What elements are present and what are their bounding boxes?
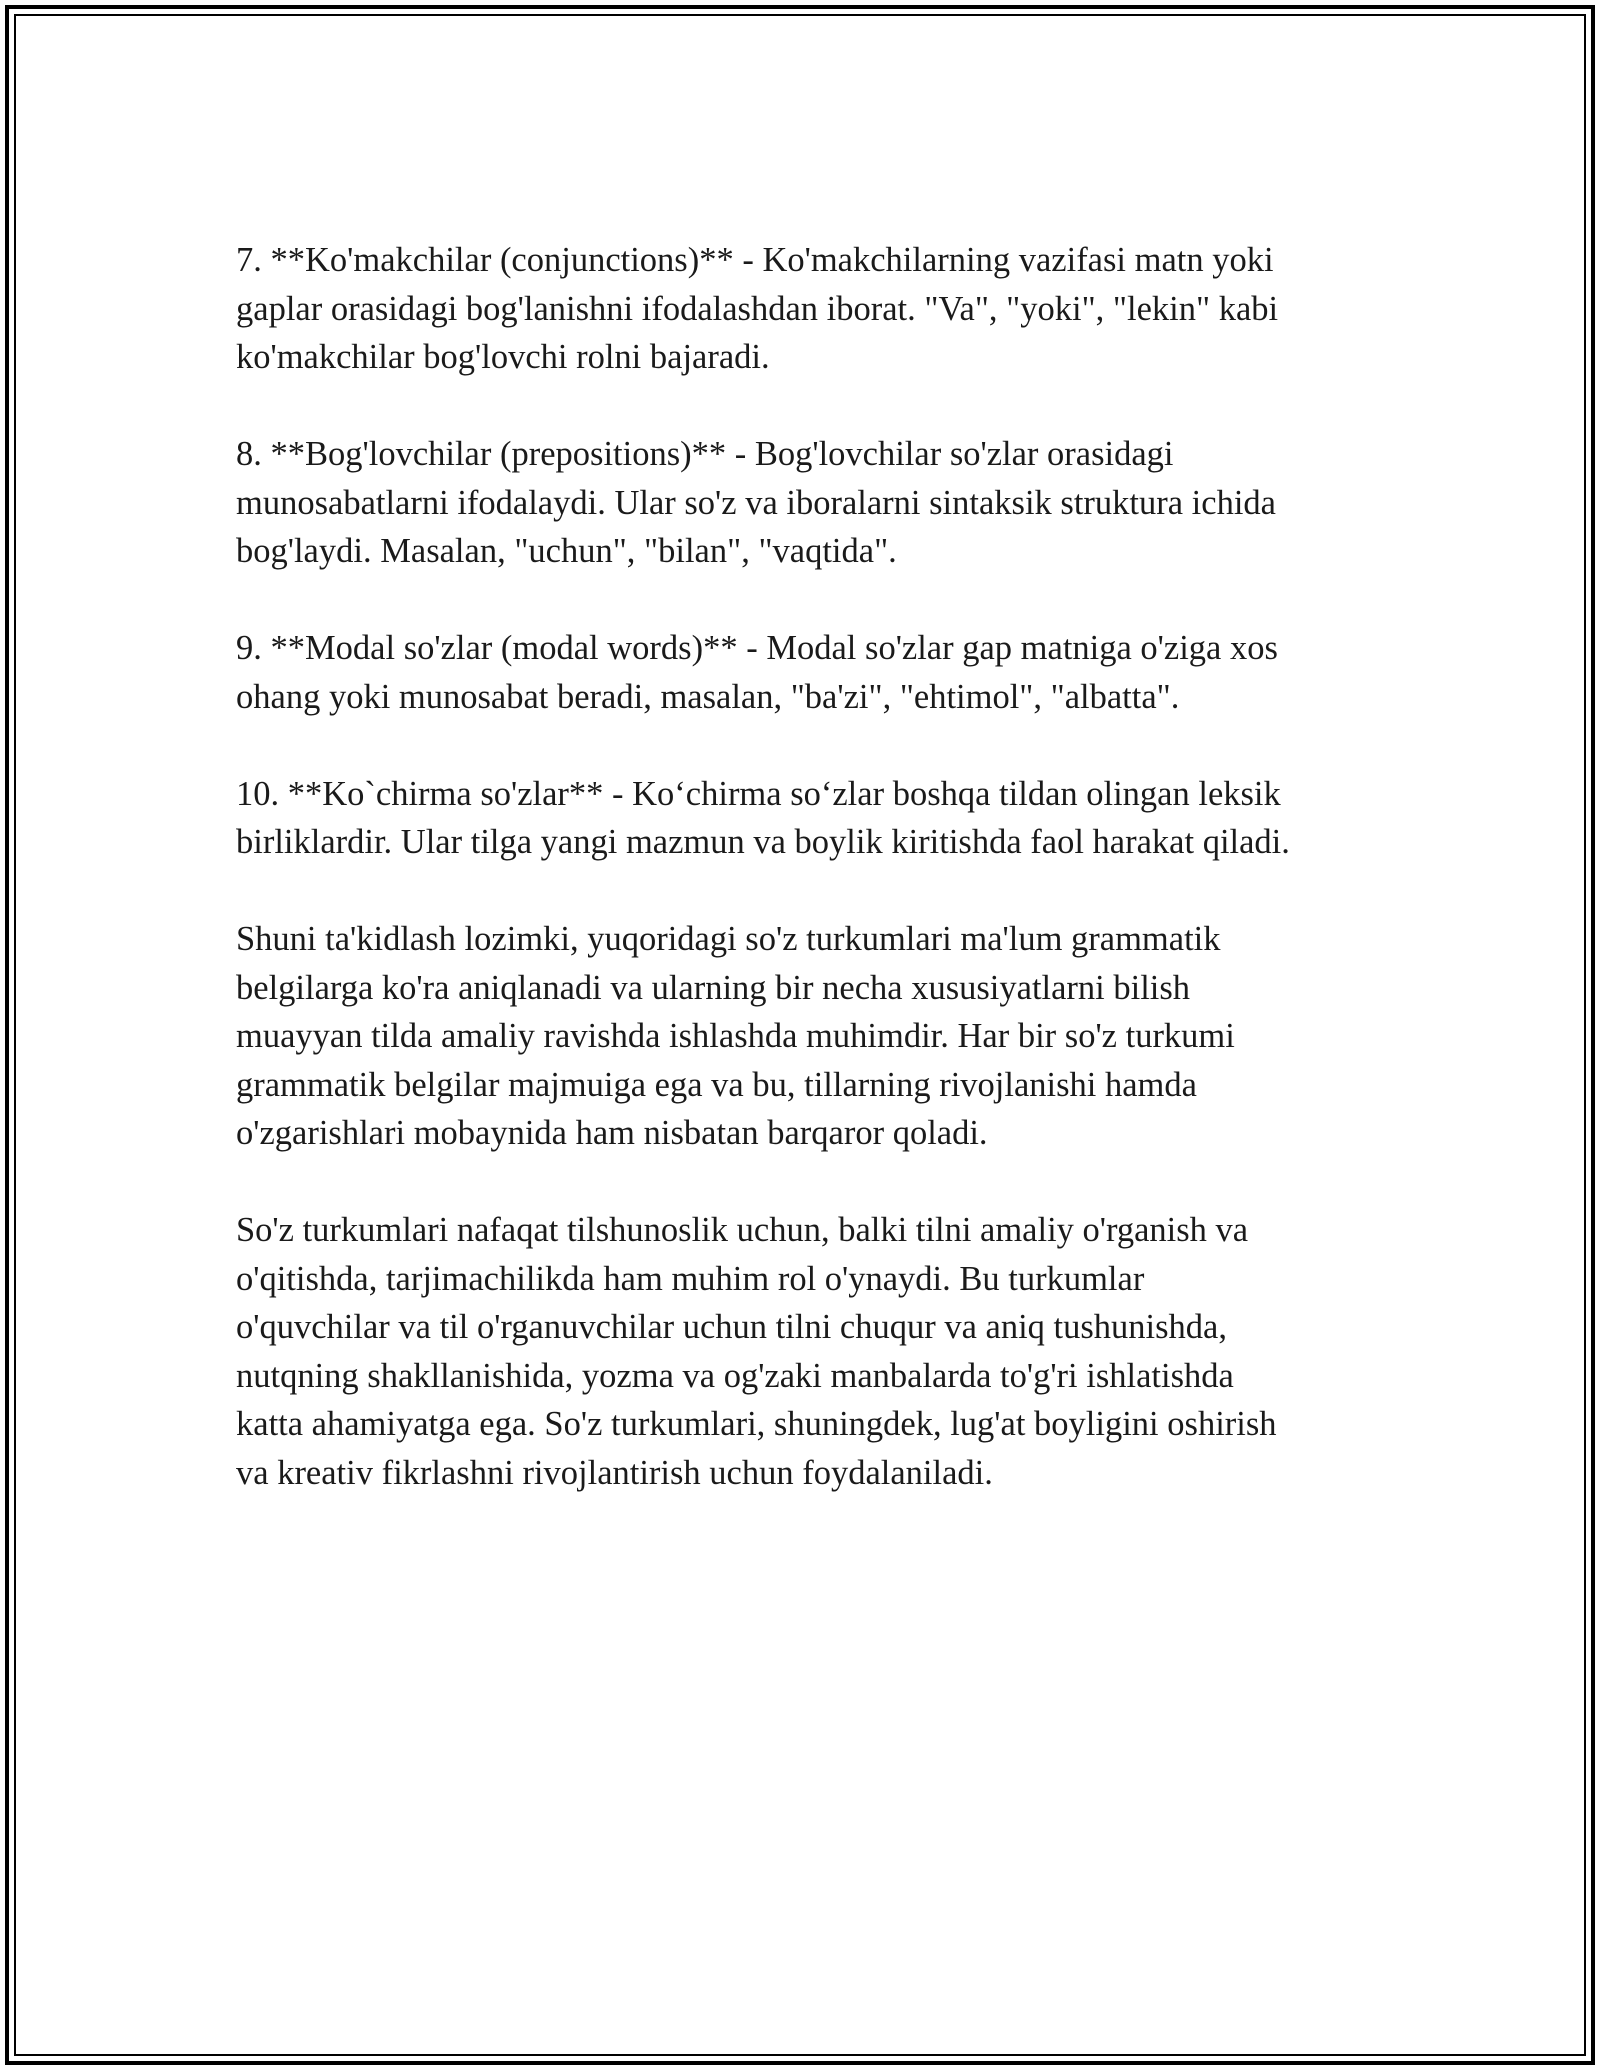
paragraph-importance: So'z turkumlari nafaqat tilshunoslik uchun, balki tilni amaliy o'rganish va o'qitishda, tarjimachilikda ham muhim rol o'ynaydi. Bu turkumlar o'quvchilar va til o'rganuvchilar uchun tilni chuqur va aniq tushunishda, nutqning shakllanishida, yozma va og'zaki manbalarda to'g'ri ishlatishda katta ahamiyatga ega. So'z turkumlari, shuningdek, lug'at boyligini oshirish va kreativ fikrlashni rivojlantirish uchun foydalaniladi. xyxy=(236,1211,1277,1492)
paragraph-grammatical-features: Shuni ta'kidlash lozimki, yuqoridagi so'z turkumlari ma'lum grammatik belgilarga ko'ra aniqlanadi va ularning bir necha xususiyatlarni bilish muayyan tilda amaliy ravishda ishlashda muhimdir. Har bir so'z turkumi grammatik belgilar majmuiga ega va bu, tillarning rivojlanishi hamda o'zgarishlari mobaynida ham nisbatan barqaror qoladi. xyxy=(236,920,1235,1152)
paragraph-prepositions: 8. **Bog'lovchilar (prepositions)** - Bog'lovchilar so'zlar orasidagi munosabatlarni ifodalaydi. Ular so'z va iboralarni sintaksik struktura ichida bog'laydi. Masalan, "uchun", "bilan", "vaqtida". xyxy=(236,435,1276,570)
document-body xyxy=(236,236,1376,1546)
paragraph-conjunctions: 7. **Ko'makchilar (conjunctions)** - Ko'makchilarning vazifasi matn yoki gaplar orasidagi bog'lanishni ifodalashdan iborat. "Va", "yoki", "lekin" kabi ko'makchilar bog'lovchi rolni bajaradi. xyxy=(236,241,1279,376)
paragraph-loan-words: 10. **Ko`chirma so'zlar** - Ko‘chirma so‘zlar boshqa tildan olingan leksik birliklardir. Ular tilga yangi mazmun va boylik kiritishda faol harakat qiladi. xyxy=(236,774,1290,861)
paragraph-modal-words: 9. **Modal so'zlar (modal words)** - Modal so'zlar gap matniga o'ziga xos ohang yoki munosabat beradi, masalan, "ba'zi", "ehtimol", "albatta". xyxy=(236,629,1278,716)
